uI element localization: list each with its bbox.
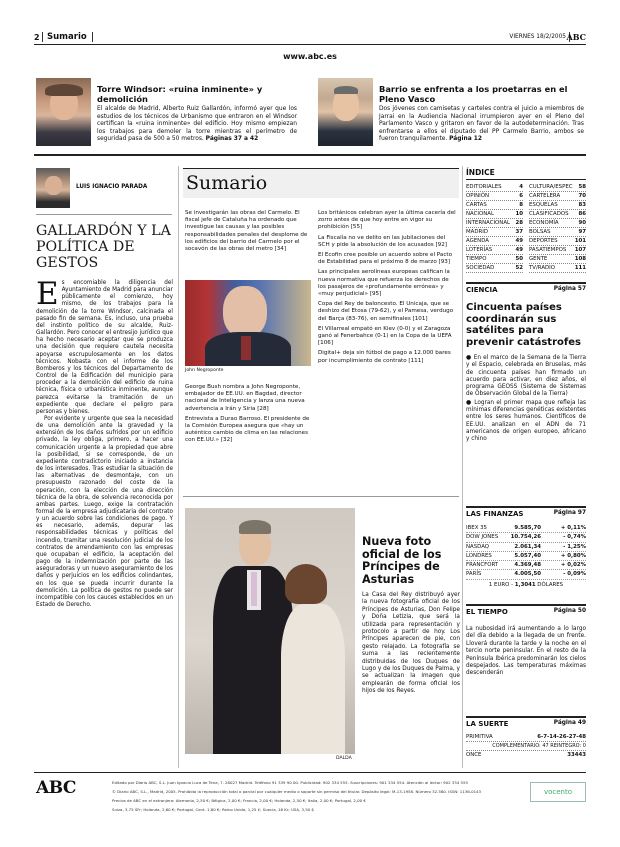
photo-credit: DALDA <box>336 756 352 761</box>
principes-photo <box>185 508 355 754</box>
index-row[interactable]: CULTURA/ESPEC 58 <box>529 184 586 190</box>
footer-logo: ABC <box>36 778 76 798</box>
sumario-item: Se investigarán las obras del Carmelo. El fiscal jefe de Cataluña ha ordenado que investigue las causas y las posibles responsabilidades penales del desplome de los edificios del barrio del Carmelo por el socavón de las obras del metro [34] <box>185 210 308 253</box>
feature-headline: Nueva foto oficial de los Príncipes de Asturias <box>362 535 442 586</box>
index-row[interactable]: SOCIEDAD 52 <box>466 265 523 271</box>
princess-dress <box>281 604 345 754</box>
bullet-icon: ● <box>466 354 472 361</box>
top-story-1 <box>97 84 297 144</box>
sumario-left-bottom <box>185 384 313 448</box>
top-story-2 <box>379 84 584 144</box>
page-header <box>34 32 586 44</box>
header-divider <box>92 32 93 42</box>
header-rule <box>34 44 586 45</box>
bullet-icon: ● <box>466 398 472 406</box>
suerte-box <box>466 716 586 760</box>
header-logo: ABC <box>566 32 586 42</box>
market-row: LONDRES 5.057,40 + 0,80% <box>466 552 586 561</box>
footer-line: © Diario ABC, S.L., Madrid, 2005. Prohibida la reproducción total o parcial por cualquier medio o soporte sin permiso del titular. Depósito legal: M-13-1958. Número 32.580. ISSN: 1136-0143 <box>112 789 482 794</box>
footer-line: Editado por Diario ABC, S.L. Juan Ignacio Luca de Tena, 7. 28027 Madrid. Teléfono 91 339 90 00. Publicidad: 902 334 555. Suscripciones: 901 334 554. Atención al lector: 902 334 555 <box>112 780 468 785</box>
sumario-item: George Bush nombra a John Negroponte, embajador de EE.UU. en Bagdad, director nacional de Inteligencia y lanza una nueva advertencia a Irán y Siria [28] <box>185 384 305 412</box>
ciencia-header <box>466 282 586 294</box>
tie-shape <box>241 336 251 360</box>
index-row[interactable]: GENTE 108 <box>529 256 586 262</box>
sumario-item: Entrevista a Durao Barroso. El presidente de la Comisión Europea asegura que «hay un auténtico cambio de clima en las relaciones con EE.UU.» [32] <box>185 415 310 444</box>
ciencia-bullet-2: ● Logran el primer mapa que refleja las mínimas diferencias genéticas existentes entre los seres humanos. Científicos de EE.UU. analizan en el ADN de 71 americanos de origen europeo, africano y chino <box>466 398 586 443</box>
face-shape <box>45 176 62 195</box>
sumario-item: El Villarreal empató en Kiev (0-0) y el Zaragoza ganó al Fenerbahce (0-1) en la Copa de la UEFA [106] <box>318 325 452 347</box>
market-row: FRANCFORT 4.369,48 + 0,02% <box>466 561 586 570</box>
ciencia-label: CIENCIA <box>466 286 498 294</box>
index-box <box>466 168 586 273</box>
tiempo-box <box>466 604 586 678</box>
index-row[interactable]: OPINIÓN 6 <box>466 193 523 199</box>
opinion-title: GALLARDÓN Y LA POLÍTICA DE GESTOS <box>36 223 171 271</box>
column-divider <box>462 166 463 768</box>
index-row[interactable]: TIEMPO 50 <box>466 256 523 262</box>
index-row[interactable]: ECONOMÍA 90 <box>529 220 586 226</box>
complementario-row: COMPLEMENTARIO: 47 REINTEGRO: 0 <box>466 742 586 751</box>
top-story-1-headline: Torre Windsor: «ruina inminente» y demolición <box>97 84 263 104</box>
princess-hair <box>285 564 327 604</box>
index-row[interactable]: CLASIFICADOS 86 <box>529 211 586 217</box>
barrio-story-photo <box>318 78 373 146</box>
prince-tie <box>251 572 257 606</box>
index-row[interactable]: CARTELERA 70 <box>529 193 586 199</box>
drop-cap: E <box>36 276 59 312</box>
feature-body: La Casa del Rey distribuyó ayer la nueva fotografía oficial de los Príncipes de Asturias, Don Felipe y Doña Letizia, que será la utilizada para representación y protocolo a partir de hoy. Los Príncipes aparecen de pie, con gesto relajado. La fotografía se suma a las recientemente distribuidas de los Duques de Lugo y de los Duques de Palma, y se actualizan la imagen que emplearán de forma oficial los hijos de los Reyes. <box>362 592 460 695</box>
ciencia-headline: Cincuenta países coordinarán sus satélites para prevenir catástrofes <box>466 302 581 348</box>
finanzas-header <box>466 506 586 518</box>
hair-shape <box>334 86 358 94</box>
ciencia-bullet-1: ● En el marco de la Semana de la Tierra y el Espacio, celebrada en Bruselas, más de cincuenta países han firmado un acuerdo para activar, en diez años, el programa GEOSS (Sistema de Sistemas de Observación Global de la Tierra) <box>466 354 586 398</box>
hair-shape <box>45 84 83 96</box>
footer-line: Precios de ABC en el extranjero: Alemania, 2,50 €; Bélgica, 2,00 €; Francia, 2,00 €; Holanda, 2,50 €; Italia, 2,00 €; Portugal, 2,00 € <box>112 798 366 803</box>
index-row[interactable]: TV/RADIO 111 <box>529 265 586 271</box>
suerte-header <box>466 716 586 728</box>
finanzas-box <box>466 506 586 589</box>
opinion-body <box>36 276 173 609</box>
index-row[interactable]: AGENDA 49 <box>466 238 523 244</box>
once-row: ONCE 33443 <box>466 752 586 758</box>
index-row[interactable]: DEPORTES 101 <box>529 238 586 244</box>
footer-line: Suiza, 3,75 SFr; Holanda, 2,60 €; Portugal, Cont. 1,80 €; Reino Unido, 1,25 £; Suecia, 16 Kr; USA, 3,50 $ <box>112 807 314 812</box>
sumario-item: Las principales aerolíneas europeas califican la nueva normativa que refuerza los derechos de los pasajeros de «profundamente errónea» y «muy perjudicial» [95] <box>318 269 450 298</box>
index-right-column <box>529 183 586 273</box>
finanzas-page: Página 97 <box>553 510 586 516</box>
index-row[interactable]: MADRID 37 <box>466 229 523 235</box>
index-row[interactable]: NACIONAL 10 <box>466 211 523 217</box>
index-row[interactable]: BOLSAS 97 <box>529 229 586 235</box>
sumario-item: Digital+ deja sin fútbol de pago a 12.000 bares por incumplimiento de contrato [111] <box>318 350 451 364</box>
column-divider <box>178 166 179 768</box>
vocento-logo: vocento <box>530 782 586 802</box>
header-date: VIERNES 18/2/2005 <box>509 34 566 40</box>
page-number: 2 <box>34 33 40 42</box>
prince-hair <box>239 520 271 534</box>
index-row[interactable]: EDITORIALES 4 <box>466 184 523 190</box>
photo-caption: John Negroponte <box>185 368 224 373</box>
website-link[interactable]: www.abc.es <box>283 52 337 61</box>
top-stories-rule <box>34 154 586 156</box>
index-row[interactable]: PASATIEMPOS 107 <box>529 247 586 253</box>
author-photo <box>36 168 70 208</box>
header-divider <box>42 32 43 42</box>
tiempo-header <box>466 604 586 616</box>
sumario-left-top <box>185 210 313 256</box>
sumario-item: Los británicos celebran ayer la última cacería del zorro antes de que hoy entre en vigor su prohibición [55] <box>318 210 456 231</box>
feature-text <box>362 536 460 696</box>
footer-credits <box>112 778 512 814</box>
sumario-item: Copa del Rey de baloncesto. El Unicaja, que se deshizo del Etosa (79-62), y el Pamesa, verdugo del Barça (83-76), en semifinales [101] <box>318 301 454 322</box>
market-row: DOW JONES 10.754,26 - 0,74% <box>466 533 586 542</box>
index-title: ÍNDICE <box>466 168 586 180</box>
top-story-2-body: Dos jóvenes con camisetas y carteles contra el juicio a miembros de Jarrai en la Audiencia Nacional irrumpieron ayer en el Pleno del Parlamento Vasco y gritaron en favor de la autodeterminación. Tras enfrentarse a ellos el diputado del PP Carmelo Barrio, ambos se fueron tranquilamente. Página 12 <box>379 106 584 143</box>
ciencia-page: Página 57 <box>553 286 586 292</box>
market-row: NASDAQ 2.061,34 - 1,25% <box>466 543 586 552</box>
tiempo-body: La nubosidad irá aumentando a lo largo del día debido a la llegada de un frente. Lloverá durante la tarde y la noche en el tercio norte peninsular. En el resto de la Península Ibérica predominarán los cielos despejados. Las temperaturas máximas descenderán <box>466 626 586 677</box>
index-row[interactable]: INTERNACIONAL 28 <box>466 220 523 226</box>
sumario-item: La Fiscalía no ve delito en las jubilaciones del SCH y pide la absolución de los acusados [92] <box>318 234 447 248</box>
index-row[interactable]: ESQUELAS 83 <box>529 202 586 208</box>
tiempo-page: Página 50 <box>553 608 586 614</box>
market-row: IBEX 35 9.585,70 + 0,11% <box>466 524 586 533</box>
footer-rule <box>34 772 586 773</box>
finanzas-label: LAS FINANZAS <box>466 510 524 518</box>
author-name: LUIS IGNACIO PARADA <box>76 184 148 190</box>
opinion-rule <box>36 214 172 215</box>
ciencia-box <box>466 282 586 444</box>
sumario-title-box <box>183 168 459 198</box>
index-left-column <box>466 183 523 273</box>
top-story-1-body: El alcalde de Madrid, Alberto Ruiz Gallardón, informó ayer que los estudios de los técnicos de Urbanismo que entraron en el Windsor certifican la «ruina inminente» del edificio. Hoy mismo empiezan los trabajos para demoler la torre mientras el perímetro de seguridad pasa de 500 a 50 metros. Páginas 37 a 42 <box>97 106 297 143</box>
section-label: Sumario <box>47 32 87 42</box>
index-row[interactable]: CARTAS 8 <box>466 202 523 208</box>
feature-rule <box>183 496 459 497</box>
suerte-page: Página 49 <box>553 720 586 726</box>
face-shape <box>223 286 267 338</box>
top-story-2-headline: Barrio se enfrenta a los proetarras en el Pleno Vasco <box>379 84 568 104</box>
negroponte-photo <box>185 280 311 366</box>
euro-rate: 1 EURO - 1,3041 DÓLARES <box>488 581 564 588</box>
windsor-story-photo <box>36 78 91 146</box>
opinion-paragraph-1: Es encomiable la diligencia del Ayuntamiento de Madrid para anunciar públicamente el comienzo, hoy mismo, de los trabajos para la demolición de la torre Windsor, calcinada el pasado fin de semana. Es, incluso, una prueba del instinto político de su alcalde, Ruiz-Gallardón. Pero conocer el entresijo jurídico que ha hecho necesario aceptar que se produzca una decisión que requiere cautela necesita apoyarse escrupulosamente en los datos técnicos. Nobasta con el informe de los Bomberos y los técnicos del Departamento de Control de la Edificación del municipio para proceder a la demolición del edificio de ruina técnica, física o urbanística inminente, aunque parezca evitarse la tramitación de un expediente que declare el peligro para personas y bienes. <box>36 276 173 415</box>
index-row[interactable]: LOTERÍAS 49 <box>466 247 523 253</box>
opinion-paragraph-2: Por evidente y urgente que sea la necesidad de una demolición ante la gravedad y la extensión de los daños sufridos por un edificio privado, la ley obliga, primero, a hacer una comunicación urgente a la propiedad que abre la posibilidad, si se corresponde, de un expediente contradictorio iniciado a instancia de los interesados. Tras estudiar la situación de las alternativas de desmontaje, con un presupuesto razonado del coste de la operación, con la elección de una dirección técnica de la obra, de solvencia reconocida por ambas partes. Luego, exige la contratación formal de la empresa adjudicataria del contrato y un acuerdo sobre las condiciones de pago. Y es necesario, además, depurar las responsabilidades técnicas y políticas del incendio, tramitar una resolución judicial de los contratos de arrendamiento con las empresas que ocupaban el edificio, la aceptación del pago de la indemnización por parte de las aseguradoras y un nuevo aseguramiento de los daños y perjuicios en los edificios colindantes, en los que se pueda incurrir durante la demolición. La política de gestos no puede ser incompatible con los cauces establecidos en un Estado de Derecho. <box>36 415 173 609</box>
primitiva-row: PRIMITIVA 6-7-14-26-27-48 <box>466 734 586 740</box>
sumario-item: El Ecofin cree posible un acuerdo sobre el Pacto de Estabilidad para el próximo 8 de marzo [93] <box>318 252 453 266</box>
suerte-label: LA SUERTE <box>466 720 509 728</box>
tiempo-label: EL TIEMPO <box>466 608 508 616</box>
sumario-right <box>318 210 458 368</box>
market-row: PARÍS 4.005,50 - 0,09% <box>466 570 586 579</box>
sumario-title: Sumario <box>186 172 268 194</box>
